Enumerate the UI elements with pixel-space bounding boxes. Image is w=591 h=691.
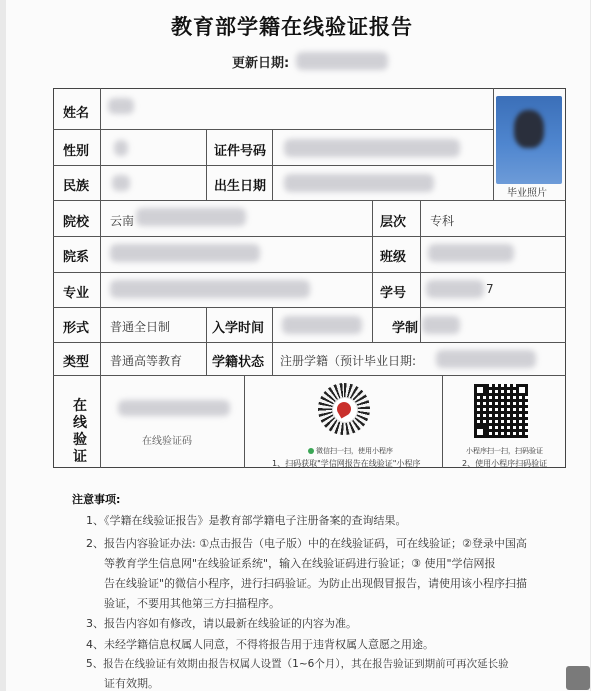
col-divider [244,376,245,468]
row-divider [53,375,566,376]
status-date-redacted [436,350,536,368]
ethnicity-redacted [112,175,130,191]
row-divider [53,342,566,343]
verify-code-redacted [118,400,230,416]
note-line: 2、报告内容验证办法: ①点击报告（电子版）中的在线验证码，可在线验证；②登录中国高 [86,537,527,550]
col-divider [272,129,273,200]
col-divider [206,307,207,375]
photo-caption: 毕业照片 [507,188,547,199]
step1-text: 1、扫码获取"学信网报告在线验证"小程序 [272,459,421,468]
class-label: 班级 [380,250,407,265]
qr-corner [516,384,528,396]
note-line: 验证，不要用其他第三方扫描程序。 [104,597,280,610]
note-line: 等教育学生信息网"在线验证系统"，输入在线验证码进行验证；③ 使用"学信网报 [104,557,496,570]
row-divider [53,236,566,237]
form-label: 形式 [63,321,90,336]
col-divider [100,376,101,468]
row-divider [53,307,566,308]
verify-char: 验 [73,432,87,448]
verify-char: 在 [73,398,87,414]
status-label: 学籍状态 [212,355,265,370]
student-no-value: 7 [486,282,494,296]
school-label: 院校 [63,215,90,230]
gender-label: 性别 [63,144,90,159]
name-label: 姓名 [63,106,90,121]
birth-redacted [284,174,434,192]
report-title: 教育部学籍在线验证报告 [171,15,413,39]
wechat-icon [308,448,314,454]
student-no-redacted [426,280,484,298]
notes-title: 注意事项: [72,493,121,506]
col-divider [100,88,101,376]
note-line: 告在线验证"的微信小程序，进行扫码验证。为防止出现假冒报告，请使用该小程序扫描 [104,577,528,590]
col-divider [442,376,443,468]
student-no-label: 学号 [380,286,407,301]
status-value: 注册学籍（预计毕业日期: [280,354,417,368]
col-divider [372,200,373,342]
school-redacted [136,208,246,226]
major-label: 专业 [63,286,90,301]
update-date-redacted [296,52,388,70]
duration-label: 学制 [392,321,419,336]
note-line: 5、报告在线验证有效期由报告权属人设置（1~6个月），其在报告验证到期前可再次延长验 [86,658,509,670]
verify-char: 证 [73,449,87,465]
note-line: 证有效期。 [104,677,159,690]
photo-face-redacted [514,110,544,148]
verify-char: 线 [73,415,87,431]
enroll-redacted [282,316,362,334]
type-label: 类型 [63,355,90,370]
col-divider [272,307,273,375]
mini-hint-text: 微信扫一扫，使用小程序 [316,447,393,455]
col-divider [493,88,494,200]
row-divider [53,165,493,166]
class-redacted [428,244,514,262]
col-divider [420,200,421,342]
row-divider [53,272,566,273]
row-divider [53,200,566,201]
school-value: 云南 [110,214,135,228]
birth-label: 出生日期 [214,179,267,194]
ethnicity-label: 民族 [63,179,90,194]
mini-hint [308,446,393,456]
step2-text: 2、使用小程序扫码验证 [462,459,548,468]
type-value: 普通高等教育 [110,354,183,368]
note-line: 4、未经学籍信息权属人同意，不得将报告用于违背权属人意愿之用途。 [86,638,434,651]
duration-redacted [422,316,460,334]
name-redacted [108,98,134,114]
update-date-label: 更新日期: [232,56,290,71]
id-label: 证件号码 [214,144,267,159]
col-divider [206,129,207,200]
major-redacted [110,280,310,298]
qr-corner [474,384,486,396]
note-line: 1、《学籍在线验证报告》是教育部学籍电子注册备案的查询结果。 [86,514,407,527]
level-label: 层次 [380,215,407,230]
note-line: 3、报告内容如有修改，请以最新在线验证的内容为准。 [86,617,357,630]
department-redacted [110,244,260,262]
row-divider [53,129,493,130]
gender-redacted [114,140,128,156]
level-value: 专科 [430,214,455,228]
verify-code-label[interactable]: 在线验证码 [142,436,192,447]
enroll-label: 入学时间 [212,321,265,336]
id-redacted [284,139,460,157]
department-label: 院系 [63,250,90,265]
corner-tool-icon[interactable] [566,666,590,690]
qr-corner [474,426,486,438]
qr-hint: 小程序扫一扫，扫码验证 [466,447,543,455]
form-value: 普通全日制 [110,320,171,334]
